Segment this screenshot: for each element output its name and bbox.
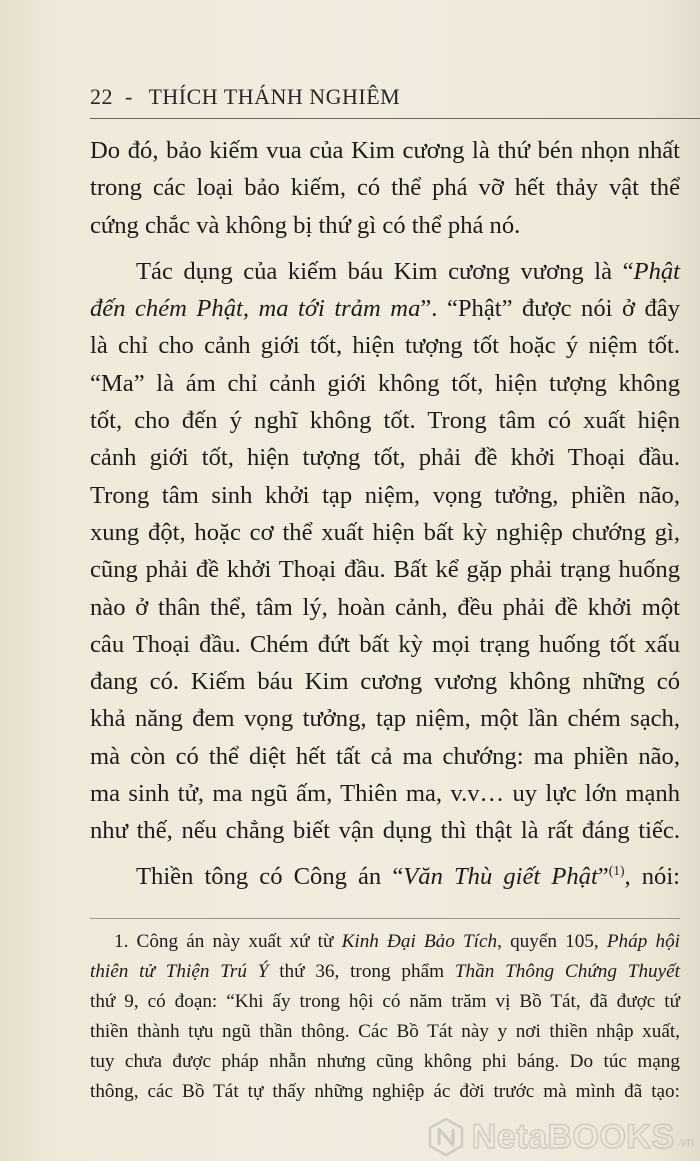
text-run: 1. Công án này xuất xứ từ xyxy=(114,931,342,952)
text-line: Do đó, bảo kiếm vua của Kim cương là thứ bén nhọn nhất xyxy=(90,137,680,164)
page-number: 22 xyxy=(90,84,113,109)
text-line: trong các loại bảo kiếm, có thể phá vỡ hết thảy vật thể xyxy=(90,174,680,202)
text-line: mà còn có thể diệt hết tất cả ma chướng: ma phiền não, xyxy=(90,742,680,770)
footnote-line: thiền thành tựu ngũ thần thông. Các Bồ Tát này y nơi thiền nhập xuất, xyxy=(90,1021,680,1042)
footnote-line: tuy chưa được pháp nhẫn nhưng cũng không phi báng. Do túc mạng xyxy=(90,1051,680,1072)
header-separator: - xyxy=(125,84,133,109)
watermark-suffix: .vn xyxy=(676,1134,694,1149)
text-line: “Ma” là ám chỉ cảnh giới không tốt, hiện tượng không xyxy=(90,369,680,397)
text-line xyxy=(90,290,680,327)
footnote-line xyxy=(90,957,680,987)
text-run: ” xyxy=(597,862,609,890)
text-line: như thế, nếu chẳng biết vận dụng thì thật là rất đáng tiếc. xyxy=(90,817,680,845)
hexagon-n-logo-icon xyxy=(426,1117,466,1157)
text-line: cứng chắc và không bị thứ gì có thể phá nó. xyxy=(90,211,521,239)
text-line xyxy=(90,858,680,895)
footnote-line: thứ 9, có đoạn: “Khi ấy trong hội có năm trăm vị Bồ Tát, đã được tứ xyxy=(90,991,680,1012)
text-line: nào ở thân thể, tâm lý, hoàn cảnh, đều phải đề khởi một xyxy=(90,593,680,621)
text-line: xung đột, hoặc cơ thể xuất hiện bất kỳ nghiệp chướng gì, xyxy=(90,518,680,546)
footnote xyxy=(90,927,680,1107)
text-line: đang có. Kiếm báu Kim cương vương không những có xyxy=(90,668,680,696)
text-line: cảnh giới tốt, hiện tượng tốt, phải đề khởi Thoại đầu. xyxy=(90,444,680,472)
paragraph-3 xyxy=(90,858,680,895)
running-header xyxy=(90,84,400,110)
text-line: ma sinh tử, ma ngũ ấm, Thiên ma, v.v… uy lực lớn mạnh xyxy=(90,780,680,808)
text-line: tốt, cho đến ý nghĩ không tốt. Trong tâm có xuất hiện xyxy=(90,407,680,435)
italic-run: Phật xyxy=(633,257,680,285)
italic-run: Pháp hội xyxy=(606,931,680,952)
running-title: THÍCH THÁNH NGHIÊM xyxy=(148,84,401,109)
footnote-marker[interactable]: (1) xyxy=(608,862,625,878)
text-run: ”. “Phật” được nói ở đây xyxy=(420,295,680,323)
text-run: , nói: xyxy=(624,862,680,890)
italic-run: đến chém Phật, ma tới trảm ma xyxy=(90,295,421,323)
text-run: , quyển 105, xyxy=(497,931,607,952)
italic-run: Thần Thông Chứng Thuyết xyxy=(454,961,680,982)
netabooks-watermark xyxy=(426,1117,694,1157)
text-line xyxy=(90,253,680,290)
footnote-rule xyxy=(90,918,680,919)
text-run: Tác dụng của kiếm báu Kim cương vương là “ xyxy=(136,257,634,285)
text-run: thứ 36, trong phẩm xyxy=(268,961,455,982)
footnote-line: thông, các Bồ Tát tự thấy những nghiệp ác đời trước mà mình đã tạo: xyxy=(90,1081,680,1102)
watermark-brand: NetaBOOKS xyxy=(471,1117,675,1156)
text-line: Trong tâm sinh khởi tạp niệm, vọng tưởng, phiền não, xyxy=(90,481,680,509)
italic-run: Kinh Đại Bảo Tích xyxy=(341,931,498,952)
paragraph-2 xyxy=(90,253,680,850)
text-line: là chỉ cho cảnh giới tốt, hiện tượng tốt hoặc ý niệm tốt. xyxy=(90,332,680,360)
header-rule xyxy=(90,118,700,119)
paragraph-1 xyxy=(90,132,680,244)
italic-run: Văn Thù giết Phật xyxy=(403,862,598,890)
body-text xyxy=(90,132,680,895)
text-line: cũng phải đề khởi Thoại đầu. Bất kể gặp phải trạng huống xyxy=(90,556,680,584)
text-run: Thiền tông có Công án “ xyxy=(136,862,404,890)
text-line: khả năng đem vọng tưởng, tạp niệm, một lần chém sạch, xyxy=(90,705,680,733)
footnote-line xyxy=(90,927,680,957)
italic-run: thiên tử Thiện Trú Ý xyxy=(90,961,269,982)
text-line: câu Thoại đầu. Chém đứt bất kỳ mọi trạng huống tốt xấu xyxy=(90,630,680,658)
